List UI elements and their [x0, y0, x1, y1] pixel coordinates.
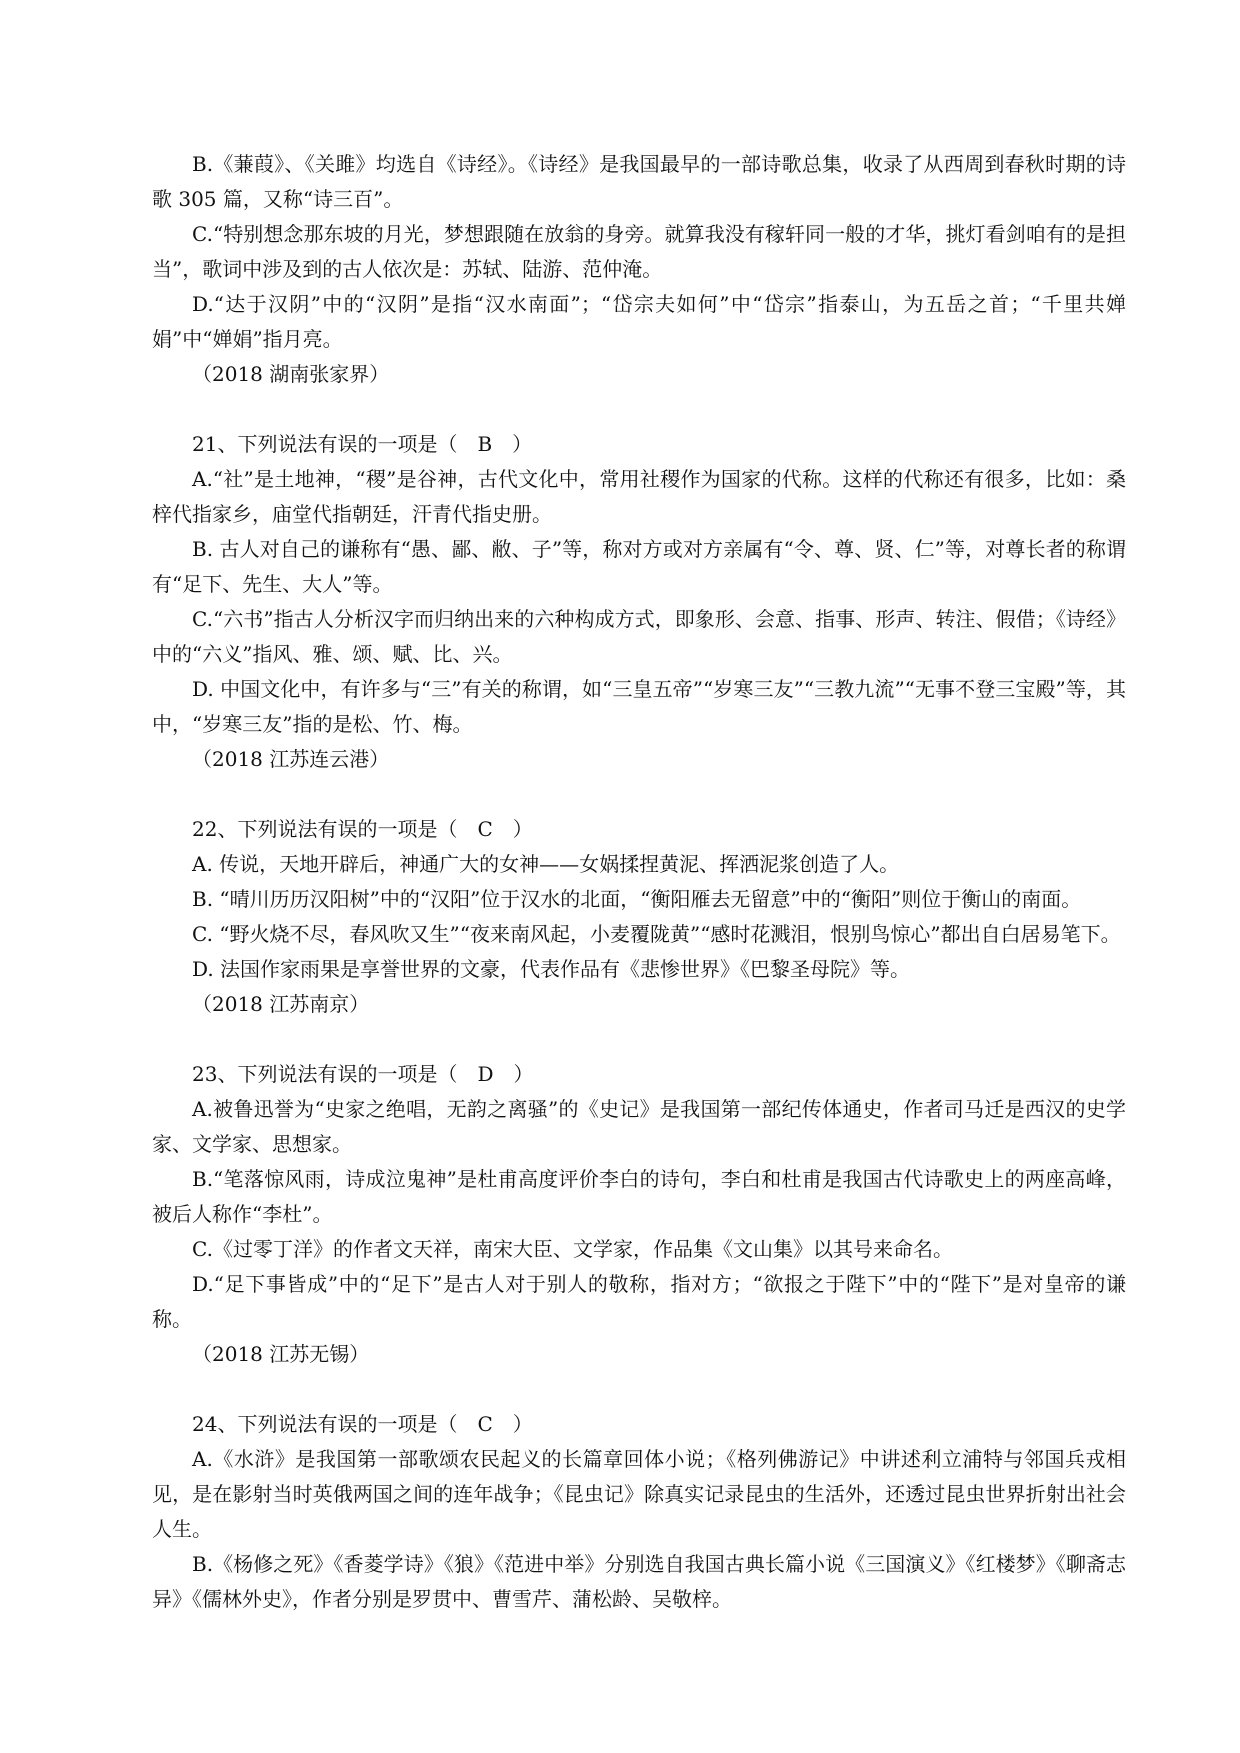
question-source: （2018 江苏无锡）	[192, 1342, 370, 1366]
question-stem: 23、下列说法有误的一项是（ D ）	[192, 1062, 534, 1086]
option-b: B.“笔落惊风雨，诗成泣鬼神”是杜甫高度评价李白的诗句，李白和杜甫是我国古代诗歌史上的两座高峰，被后人称作“李杜”。	[152, 1167, 1126, 1226]
question-23	[152, 1057, 1126, 1372]
question-stem: 21、下列说法有误的一项是（ B ）	[192, 432, 533, 456]
question-stem: 24、下列说法有误的一项是（ C ）	[192, 1412, 533, 1436]
option-b: B. 古人对自己的谦称有“愚、鄙、敝、子”等，称对方或对方亲属有“令、尊、贤、仁”等，对尊长者的称谓有“足下、先生、大人”等。	[152, 537, 1126, 596]
question-source: （2018 湖南张家界）	[192, 362, 390, 386]
option-d: D.“达于汉阴”中的“汉阴”是指“汉水南面”；“岱宗夫如何”中“岱宗”指泰山，为五岳之首；“千里共婵娟”中“婵娟”指月亮。	[152, 292, 1126, 351]
option-b: B. “晴川历历汉阳树”中的“汉阳”位于汉水的北面，“衡阳雁去无留意”中的“衡阳”则位于衡山的南面。	[192, 887, 1082, 911]
option-a: A.《水浒》是我国第一部歌颂农民起义的长篇章回体小说；《格列佛游记》中讲述利立浦特与邻国兵戎相见，是在影射当时英俄两国之间的连年战争；《昆虫记》除真实记录昆虫的生活外，还透过昆虫世界折射出社会人生。	[152, 1447, 1126, 1541]
option-d: D. 中国文化中，有许多与“三”有关的称谓，如“三皇五帝”“岁寒三友”“三教九流”“无事不登三宝殿”等，其中，“岁寒三友”指的是松、竹、梅。	[152, 677, 1126, 736]
option-a: A.被鲁迅誉为“史家之绝唱，无韵之离骚”的《史记》是我国第一部纪传体通史，作者司马迁是西汉的史学家、文学家、思想家。	[152, 1097, 1126, 1156]
document-body	[152, 147, 1126, 1617]
question-22	[152, 812, 1126, 1022]
question-source: （2018 江苏南京）	[192, 992, 370, 1016]
question-stem: 22、下列说法有误的一项是（ C ）	[192, 817, 533, 841]
option-c: C.“特别想念那东坡的月光，梦想跟随在放翁的身旁。就算我没有稼轩同一般的才华，挑灯看剑咱有的是担当”，歌词中涉及到的古人依次是：苏轼、陆游、范仲淹。	[152, 222, 1126, 281]
question-source: （2018 江苏连云港）	[192, 747, 390, 771]
question-21	[152, 427, 1126, 777]
option-d: D. 法国作家雨果是享誉世界的文豪，代表作品有《悲惨世界》《巴黎圣母院》等。	[192, 957, 911, 981]
option-a: A.“社”是土地神，“稷”是谷神，古代文化中，常用社稷作为国家的代称。这样的代称还有很多，比如：桑梓代指家乡，庙堂代指朝廷，汗青代指史册。	[152, 467, 1126, 526]
option-b: B.《蒹葭》、《关雎》均选自《诗经》。《诗经》是我国最早的一部诗歌总集，收录了从西周到春秋时期的诗歌 305 篇，又称“诗三百”。	[152, 152, 1126, 211]
option-c: C.《过零丁洋》的作者文天祥，南宋大臣、文学家，作品集《文山集》以其号来命名。	[192, 1237, 953, 1261]
option-b: B.《杨修之死》《香菱学诗》《狼》《范进中举》分别选自我国古典长篇小说《三国演义》《红楼梦》《聊斋志异》《儒林外史》，作者分别是罗贯中、曹雪芹、蒲松龄、吴敬梓。	[152, 1552, 1126, 1611]
option-c: C. “野火烧不尽，春风吹又生”“夜来南风起，小麦覆陇黄”“感时花溅泪，恨别鸟惊心”都出自白居易笔下。	[192, 922, 1121, 946]
question-20-continued	[152, 147, 1126, 392]
option-a: A. 传说，天地开辟后，神通广大的女神——女娲揉捏黄泥、挥洒泥浆创造了人。	[192, 852, 900, 876]
option-d: D.“足下事皆成”中的“足下”是古人对于别人的敬称，指对方；“欲报之于陛下”中的“陛下”是对皇帝的谦称。	[152, 1272, 1126, 1331]
option-c: C.“六书”指古人分析汉字而归纳出来的六种构成方式，即象形、会意、指事、形声、转注、假借；《诗经》中的“六义”指风、雅、颂、赋、比、兴。	[152, 607, 1126, 666]
question-24	[152, 1407, 1126, 1617]
